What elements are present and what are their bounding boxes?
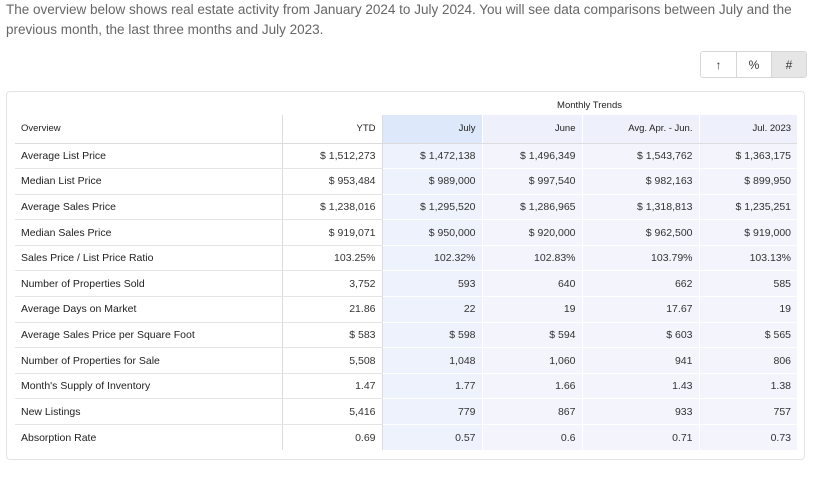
row-label: Sales Price / List Price Ratio <box>15 245 282 271</box>
row-label: Average Days on Market <box>15 297 282 323</box>
cell-jul-2023: $ 565 <box>699 322 797 348</box>
cell-jul-2023: 103.13% <box>699 245 797 271</box>
cell-july: 0.57 <box>382 425 482 451</box>
row-label: Median Sales Price <box>15 220 282 246</box>
column-header-row <box>15 115 797 143</box>
cell-avg-apr-jun: 662 <box>582 271 699 297</box>
cell-ytd: $ 1,512,273 <box>282 143 382 169</box>
cell-june: $ 1,286,965 <box>482 194 582 220</box>
cell-avg-apr-jun: 103.79% <box>582 245 699 271</box>
column-header-june: June <box>482 115 582 143</box>
column-header-july: July <box>382 115 482 143</box>
table-row <box>15 169 797 195</box>
cell-jul-2023: 1.38 <box>699 373 797 399</box>
cell-ytd: $ 583 <box>282 322 382 348</box>
table-row <box>15 425 797 451</box>
cell-ytd: 21.86 <box>282 297 382 323</box>
table-row <box>15 271 797 297</box>
row-label: Absorption Rate <box>21 431 97 444</box>
cell-june: 1.66 <box>482 373 582 399</box>
cell-ytd: 5,416 <box>282 399 382 425</box>
cell-july: $ 598 <box>382 322 482 348</box>
cell-avg-apr-jun: $ 982,163 <box>582 169 699 195</box>
row-label: New Listings <box>15 399 282 425</box>
cell-ytd: $ 919,071 <box>282 220 382 246</box>
row-label: Median List Price <box>15 169 282 195</box>
cell-avg-apr-jun: $ 1,543,762 <box>582 143 699 169</box>
cell-jul-2023: 757 <box>699 399 797 425</box>
row-label: Average Sales Price <box>15 194 282 220</box>
group-header-row <box>15 96 797 115</box>
row-label: Number of Properties Sold <box>15 271 282 297</box>
cell-june: 640 <box>482 271 582 297</box>
cell-july: 1.77 <box>382 373 482 399</box>
row-label: Month's Supply of Inventory <box>15 373 282 399</box>
percent-icon[interactable]: % <box>736 52 771 77</box>
table-body <box>15 143 797 450</box>
overview-table <box>15 96 797 450</box>
cell-july: $ 1,472,138 <box>382 143 482 169</box>
cell-july: 593 <box>382 271 482 297</box>
cell-ytd: $ 953,484 <box>282 169 382 195</box>
intro-text: The overview below shows real estate activity from January 2024 to July 2024. You will see data comparisons between July and the previous month, the last three months and July 2023. <box>6 2 792 37</box>
cell-ytd: 0.69 <box>282 425 382 451</box>
column-header-avg-apr-jun: Avg. Apr. - Jun. <box>582 115 699 143</box>
cell-avg-apr-jun: $ 962,500 <box>582 220 699 246</box>
cell-july: 779 <box>382 399 482 425</box>
arrow-up-icon[interactable]: ↑ <box>701 52 736 77</box>
cell-jul-2023: 19 <box>699 297 797 323</box>
column-header-jul-2023: Jul. 2023 <box>699 115 797 143</box>
cell-july: 22 <box>382 297 482 323</box>
overview-card <box>6 91 805 460</box>
cell-june: 1,060 <box>482 348 582 374</box>
table-row <box>15 348 797 374</box>
cell-july: $ 989,000 <box>382 169 482 195</box>
cell-avg-apr-jun: 933 <box>582 399 699 425</box>
cell-jul-2023: 0.73 <box>699 425 797 451</box>
cell-july: 1,048 <box>382 348 482 374</box>
cell-ytd: 103.25% <box>282 245 382 271</box>
cell-june: $ 1,496,349 <box>482 143 582 169</box>
table-row <box>15 399 797 425</box>
cell-june: 0.6 <box>482 425 582 451</box>
cell-jul-2023: $ 899,950 <box>699 169 797 195</box>
table-row <box>15 322 797 348</box>
cell-jul-2023: 585 <box>699 271 797 297</box>
cell-avg-apr-jun: $ 603 <box>582 322 699 348</box>
table-row <box>15 220 797 246</box>
table-row <box>15 373 797 399</box>
cell-avg-apr-jun: $ 1,318,813 <box>582 194 699 220</box>
table-row <box>15 143 797 169</box>
cell-avg-apr-jun: 941 <box>582 348 699 374</box>
table-row <box>15 245 797 271</box>
cell-jul-2023: $ 1,363,175 <box>699 143 797 169</box>
row-label: Average Sales Price per Square Foot <box>15 322 282 348</box>
table-row <box>15 194 797 220</box>
cell-june: $ 997,540 <box>482 169 582 195</box>
hash-icon[interactable]: # <box>771 52 806 77</box>
cell-ytd: 1.47 <box>282 373 382 399</box>
view-toggle-group <box>700 51 807 78</box>
row-label: Average List Price <box>15 143 282 169</box>
cell-avg-apr-jun: 1.43 <box>582 373 699 399</box>
cell-june: 867 <box>482 399 582 425</box>
cell-ytd: 3,752 <box>282 271 382 297</box>
cell-jul-2023: $ 1,235,251 <box>699 194 797 220</box>
cell-avg-apr-jun: 0.71 <box>582 425 699 451</box>
cell-jul-2023: 806 <box>699 348 797 374</box>
cell-ytd: 5,508 <box>282 348 382 374</box>
table-row <box>15 297 797 323</box>
cell-ytd: $ 1,238,016 <box>282 194 382 220</box>
column-header-ytd: YTD <box>282 115 382 143</box>
cell-june: 102.83% <box>482 245 582 271</box>
cell-avg-apr-jun: 17.67 <box>582 297 699 323</box>
cell-june: $ 920,000 <box>482 220 582 246</box>
cell-july: $ 1,295,520 <box>382 194 482 220</box>
cell-july: $ 950,000 <box>382 220 482 246</box>
column-header-overview: Overview <box>15 115 282 143</box>
cell-jul-2023: $ 919,000 <box>699 220 797 246</box>
row-label: Number of Properties for Sale <box>15 348 282 374</box>
cell-july: 102.32% <box>382 245 482 271</box>
monthly-trends-header: Monthly Trends <box>557 100 622 111</box>
cell-june: 19 <box>482 297 582 323</box>
cell-june: $ 594 <box>482 322 582 348</box>
